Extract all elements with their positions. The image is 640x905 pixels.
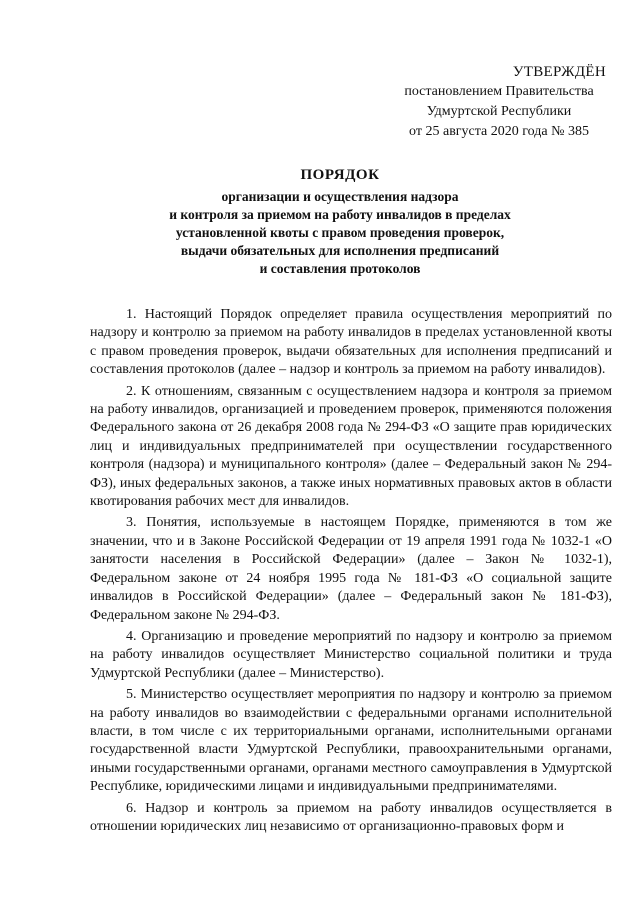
document-subtitle-line-1: организации и осуществления надзора <box>221 189 459 204</box>
paragraph-4: 4. Организацию и проведение мероприятий по надзору и контролю за приемом на работу инвалидов осуществляет Министерство социальной политики и труда Удмуртской Республики (далее – Министерство). <box>90 628 612 681</box>
paragraph-5: 5. Министерство осуществляет мероприятия по надзору и контролю за приемом на работу инвалидов во взаимодействии с федеральными органами исполнительной власти, в том числе с их территориальными органами, исполнительными органами государственной власти Удмуртской Республики, правоохранительными органами, иными государственными органами, органами местного самоуправления в Удмуртской Республике, юридическими лицами и индивидуальными предпринимателями. <box>90 687 612 795</box>
paragraph-3: 3. Понятия, используемые в настоящем Порядке, применяются в том же значении, что и в Законе Российской Федерации от 19 апреля 1991 года № 1032-1 «О занятости населения в Российской Федерации» (далее – Закон № 1032-1), Федеральном законе от 24 ноября 1995 года № 181-ФЗ «О социальной защите инвалидов в Российской Федерации» (далее – Федеральный закон № 181-ФЗ), Федеральном законе № 294-ФЗ. <box>90 515 612 623</box>
approval-block <box>380 62 618 142</box>
document-heading <box>90 164 590 278</box>
paragraph-2: 2. К отношениям, связанным с осуществлением надзора и контроля за приемом на работу инвалидов, организацией и проведением проверок, применяются положения Федерального закона от 26 декабря 2008 года № 294-ФЗ «О защите прав юридических лиц и индивидуальных предпринимателей при осуществлении государственного контроля (надзора) и муниципального контроля» (далее – Федеральный закон № 294-ФЗ), иных федеральных законов, а также иных нормативных правовых актов в области квотирования рабочих мест для инвалидов. <box>90 383 612 510</box>
paragraph-6: 6. Надзор и контроль за приемом на работу инвалидов осуществляется в отношении юридических лиц независимо от организационно-правовых форм и <box>90 800 612 834</box>
document-subtitle-line-3: установленной квоты с правом проведения проверок, <box>175 225 505 240</box>
document-subtitle-line-5: и составления протоколов <box>259 261 421 276</box>
approval-title: УТВЕРЖДЁН <box>512 64 606 80</box>
approval-line-1: постановлением Правительства <box>404 84 594 99</box>
paragraph-1: 1. Настоящий Порядок определяет правила осуществления мероприятий по надзору и контролю за приемом на работу инвалидов в пределах установленной квоты с правом проведения проверок, выдачи обязательных для исполнения предписаний и составления протоколов (далее – надзор и контроль за приемом на работу инвалидов). <box>90 307 612 378</box>
approval-line-3: от 25 августа 2020 года № 385 <box>409 124 589 139</box>
document-body <box>90 306 612 839</box>
approval-line-2: Удмуртской Республики <box>426 104 572 119</box>
document-title: ПОРЯДОК <box>300 167 380 183</box>
document-subtitle-line-4: выдачи обязательных для исполнения предписаний <box>180 243 500 258</box>
document-subtitle-line-2: и контроля за приемом на работу инвалидов в пределах <box>169 207 511 222</box>
